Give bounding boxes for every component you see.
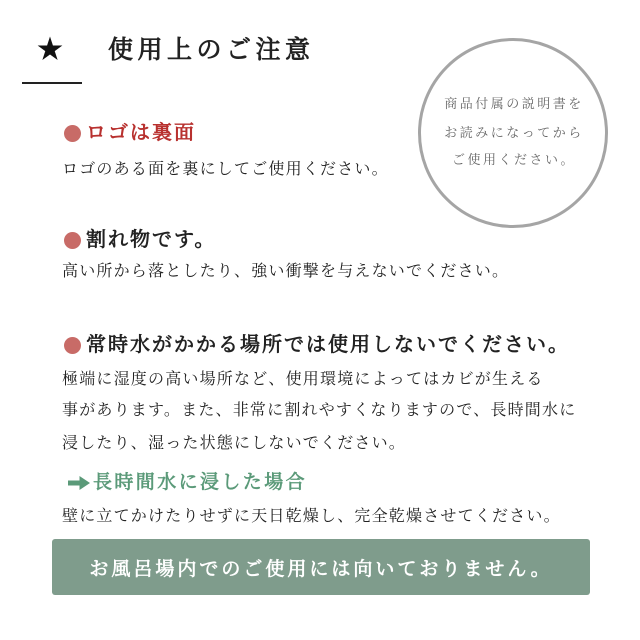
subsection-heading	[68, 471, 307, 495]
subsection-body-line: 壁に立てかけたりせずに天日乾燥し、完全乾燥させてください。	[62, 508, 561, 525]
section-heading-text: 常時水がかかる場所では使用しないでください。	[86, 334, 570, 356]
manual-notice-badge	[418, 38, 608, 228]
bullet-icon	[64, 125, 81, 142]
subsection-heading-text: 長時間水に浸した場合	[93, 472, 308, 493]
star-icon-shape	[37, 36, 63, 62]
section-heading-text: 割れ物です。	[86, 229, 217, 251]
badge-line-3: ご使用ください。	[451, 152, 576, 167]
section-heading-text: ロゴは裏面	[86, 122, 196, 144]
banner-text: お風呂場内でのご使用には向いておりません。	[89, 558, 553, 580]
badge-line-1: 商品付属の説明書を	[444, 96, 584, 111]
badge-line-2: お読みになってから	[444, 125, 584, 140]
page-title: 使用上のご注意	[108, 36, 315, 64]
section-body-line: 事があります。また、非常に割れやすくなりますので、長時間水に	[62, 402, 577, 419]
section-heading	[62, 121, 196, 145]
bullet-icon	[64, 337, 81, 354]
section-heading	[62, 228, 216, 252]
section-body-line: 極端に湿度の高い場所など、使用環境によってはカビが生える	[62, 371, 544, 388]
bullet-icon	[64, 232, 81, 249]
title-underline	[22, 82, 82, 84]
section-body-line: 高い所から落としたり、強い衝撃を与えないでください。	[62, 263, 510, 280]
star-icon	[37, 36, 63, 62]
section-heading	[62, 333, 570, 357]
bath-warning-banner	[52, 539, 590, 595]
section-body-line: ロゴのある面を裏にしてご使用ください。	[62, 161, 389, 178]
arrow-right-icon	[68, 476, 90, 490]
section-body-line: 浸したり、湿った状態にしないでください。	[62, 435, 407, 452]
